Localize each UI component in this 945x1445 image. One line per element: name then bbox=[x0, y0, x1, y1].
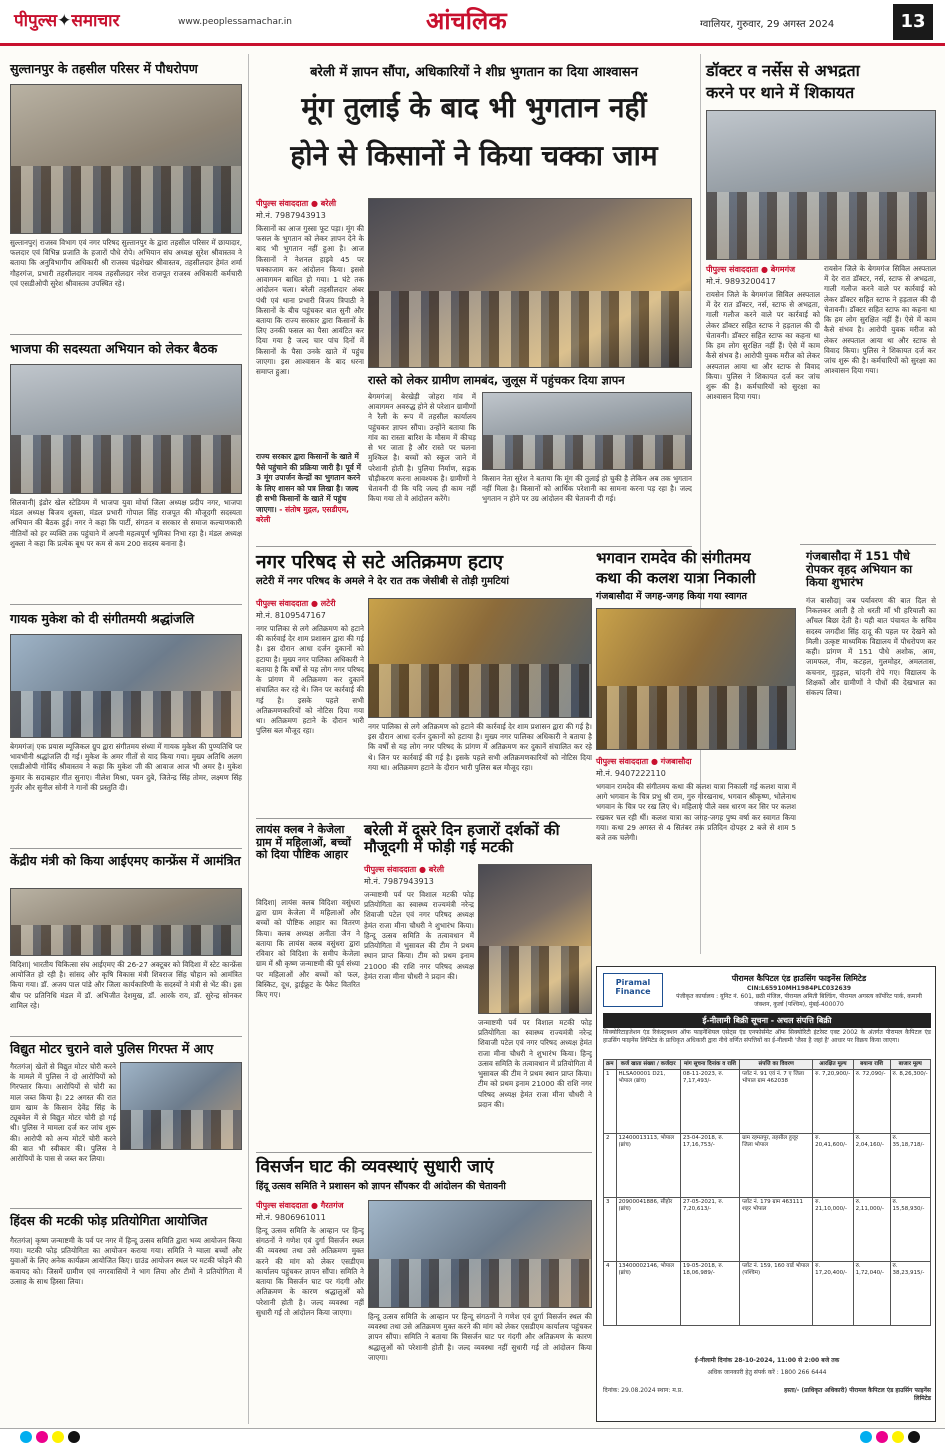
story-heading-2: कथा की कलश यात्रा निकाली bbox=[596, 569, 756, 587]
registration-mark-icon bbox=[876, 1431, 888, 1443]
section-title: आंचलिक bbox=[426, 7, 507, 35]
page-number: 13 bbox=[893, 4, 933, 40]
lead-kicker: बरेली में ज्ञापन सौंपा, अधिकारियों ने शीघ्र भुगतान का दिया आश्वासन bbox=[310, 65, 638, 80]
story-photo bbox=[120, 1062, 242, 1150]
story-body: नगर पालिका से लगे अतिक्रमण को हटाने की कार्रवाई देर शाम प्रशासन द्वारा की गई है। इस दौरान आधा दर्जन दुकानों को हटाया है। मुख्य नगर पालिका अधिकारी ने बताया है कि वर्षों से यह लोग नगर परिषद के प्रांगण में अतिक्रमण कर दुकानें संचालित कर रहे थे। जिन पर कार्रवाई की गई है। इसके पहले सभी अतिक्रमणकारियों को नोटिस दिया गया था। अतिक्रमण हटाने के दौरान भारी पुलिस बल मौजूद रहा। bbox=[256, 624, 364, 736]
table-cell: 2 bbox=[604, 1134, 617, 1198]
story-byline: पीपुल्स संवाददाता ● बेगमगंज bbox=[706, 265, 796, 274]
story-mobile: मो.नं. 9893200417 bbox=[706, 277, 776, 286]
table-cell: प्लॉट नं. 91 एवं नं. 7 ए जिला भोपाल ग्राम 462038 bbox=[740, 1070, 813, 1134]
story-photo bbox=[478, 864, 592, 1014]
table-cell: रु. 8,26,300/- bbox=[890, 1070, 930, 1134]
story-body-cont: नगर पालिका से लगे अतिक्रमण को हटाने की कार्रवाई देर शाम प्रशासन द्वारा की गई है। इस दौरान आधा दर्जन दुकानों को हटाया है। मुख्य नगर पालिका अधिकारी ने बताया है कि वर्षों से यह लोग नगर परिषद के प्रांगण में अतिक्रमण कर दुकानें संचालित कर रहे थे। जिन पर कार्रवाई की गई है। इसके पहले सभी अतिक्रमणकारियों को नोटिस दिया गया था। अतिक्रमण हटाने के दौरान भारी पुलिस बल मौजूद रहा। bbox=[368, 722, 592, 772]
ad-brand: Piramal Finance bbox=[615, 978, 651, 996]
story-subheading: गंजबासौदा में जगह-जगह किया गया स्वागत bbox=[596, 591, 747, 602]
story-photo bbox=[706, 110, 936, 260]
table-cell: 3 bbox=[604, 1198, 617, 1262]
story-photo bbox=[10, 84, 242, 234]
auction-notice-ad bbox=[596, 966, 936, 1422]
story-body-cont: किसान नेता सुरेश ने बताया कि मूंग की तुलाई हो चुकी है लेकिन अब तक भुगतान नहीं मिला है। किसानों को आर्थिक परेशानी का सामना करना पड़ रहा है। जल्द भुगतान न होने पर उग्र आंदोलन की चेतावनी दी गई। bbox=[482, 474, 692, 504]
col-header: बाजार मूल्य bbox=[890, 1060, 930, 1070]
story-body: विदिशा| लायंस क्लब विदिशा वसुंधरा द्वारा ग्राम केजेला में महिलाओं और बच्चों को पौष्टिक आहार का वितरण किया। क्लब अध्यक्ष अनीता जैन ने बताया कि लायंस क्लब वसुंधरा द्वारा रविवार को विदिशा के समीप केजेला ग्राम में श्री कृष्ण जन्माष्टमी की पूर्व संध्या पर महिलाओं और बच्चों को फल, बिस्किट, दूध, ड्राईफ्रूट के पैकेट वितरित किए गए। bbox=[256, 898, 360, 999]
table-cell: रु. 17,20,400/- bbox=[813, 1262, 853, 1326]
logo-left: पीपुल्स bbox=[14, 11, 58, 31]
logo-right: समाचार bbox=[71, 11, 120, 31]
ad-intro: सिक्योरिटाइजेशन एंड रिकंस्ट्रक्शन ऑफ फाइनेंशियल एसेट्स एंड एनफोर्समेंट ऑफ सिक्योरिटी इंटरेस्ट एक्ट 2002 के अंतर्गत पीरामल कैपिटल एंड हाउसिंग फाइनेंस लिमिटेड के प्राधिकृत अधिकारी द्वारा नीचे वर्णित संपत्तियों का ई-नीलामी 'जैसा है जहां है' आधार पर विक्रय किया जाएगा। bbox=[603, 1029, 931, 1045]
story-byline: पीपुल्स संवाददाता ● बरेली bbox=[364, 865, 445, 874]
lead-byline: पीपुल्स संवाददाता ● बरेली bbox=[256, 199, 337, 208]
lead-headline-2: होने से किसानों ने किया चक्का जाम bbox=[290, 139, 658, 172]
table-cell: 12400013113, भोपाल (ब्रांच) bbox=[616, 1134, 680, 1198]
divider bbox=[256, 1152, 592, 1153]
table-cell: रु. 15,58,930/- bbox=[890, 1198, 930, 1262]
story-mobile: मो.नं. 8109547167 bbox=[256, 611, 326, 620]
story-body: सिलवानी| इंडोर खेल स्टेडियम में भाजपा युवा मोर्चा जिला अध्यक्ष प्रदीप नगर, भाजपा मंडल अध्यक्ष बिजय शुक्ला, मंडल प्रभारी गोपाल सिंह राजपूत की मौजूदगी सदस्यता अभियान की बैठक हुई। नगर ने कहा कि पार्टी, संगठन व सरकार से समाज कल्याणकारी नीतियों को हर व्यक्ति तक पहुंचाने में अपनी महत्वपूर्ण भूमिका निभा रहा है। मंडल अध्यक्ष शुक्ला ने कहा कि प्रत्येक बूथ पर कम से कम 200 सदस्य बनाना है। bbox=[10, 498, 242, 548]
ad-table-wrap bbox=[603, 1059, 931, 1326]
story-mobile: मो.नं. 9407222110 bbox=[596, 769, 666, 778]
table-row bbox=[604, 1134, 931, 1198]
story-body: गैरतगंज| कृष्ण जन्माष्टमी के पर्व पर नगर में हिन्दू उत्सव समिति द्वारा भव्य आयोजन किया गया। मटकी फोड़ प्रतियोगिता का आयोजन कराया गया। समिति ने ग्वाला बच्चों और युवाओं के लिए अनेक कार्यक्रम आयोजित किए। ग्राउंड आयोजन स्थल पर मटकी फोड़ने की कवायद को। जिसमें ग्रामीण एवं नगरवासियों ने भाग लिया और टीमों ने प्रतियोगिता में उत्साह के साथ हिस्सा लिया। bbox=[10, 1236, 242, 1286]
registration-mark-icon bbox=[908, 1431, 920, 1443]
story-body-cont: रायसेन जिले के बेगमगंज सिविल अस्पताल में देर रात डॉक्टर, नर्स, स्टाफ से अभद्रता, गाली गलौज करने वाले पर कार्रवाई को लेकर डॉक्टर सहित स्टाफ ने हड़ताल की दी चेतावनी। डॉक्टर सहित स्टाफ का कहना था कि हम लोग सुरक्षित नहीं हैं। ऐसे में काम कैसे संभव है। आरोपी युवक मरीज को लेकर अस्पताल आया था और स्टाफ से विवाद किया। पुलिस ने शिकायत दर्ज कर जांच शुरू की है। कर्मचारियों को सुरक्षा का आश्वासन दिया गया। bbox=[824, 264, 936, 376]
story-body: विदिशा| भारतीय चिकित्सा संघ आईएमए की 26-27 अक्टूबर को विदिशा में स्टेट कान्फ्रेंस आयोजित हो रही है। सांसद और कृषि विकास मंत्री शिवराज सिंह चौहान को आमंत्रित किया गया। डॉ. अजय पाल पांडे और जिला कार्यकारिणी के सदस्यों ने मंत्री से भेंट की। इस बीच पर प्रतिनिधि मंडल में डॉ. अभिजीत देशमुख, डॉ. आरके राय, डॉ. सुरेन्द्र सोनकर शामिल रहे। bbox=[10, 960, 242, 1010]
story-heading: लायंस क्लब ने केजेला ग्राम में महिलाओं, बच्चों को दिया पौष्टिक आहार bbox=[256, 823, 351, 862]
ad-office: पंजीकृत कार्यालय : यूनिट नं. 601, छठी मंजिल, पीरामल अमिती बिल्डिंग, पीरामल अगस्त्य कॉर्पोरेट पार्क, कमानी जंक्शन, कुर्ला (पश्चिम), मुंबई-400070 bbox=[676, 993, 922, 1009]
table-cell: 4 bbox=[604, 1262, 617, 1326]
ad-place-date: दिनांक: 29.08.2024 स्थान: म.प्र. bbox=[603, 1387, 684, 1394]
table-cell: 08-11-2023, रु. 7,17,493/- bbox=[680, 1070, 739, 1134]
story-photo bbox=[10, 634, 242, 738]
ad-signature: हस्ता/- (प्राधिकृत अधिकारी) पीरामल कैपिटल एंड हाउसिंग फाइनेंस लिमिटेड bbox=[784, 1387, 931, 1403]
story-heading: विसर्जन घाट की व्यवस्थाएं सुधारी जाएं bbox=[256, 1157, 494, 1177]
story-heading: गायक मुकेश को दी संगीतमयी श्रद्धांजलि bbox=[10, 611, 195, 626]
story-heading: विद्युत मोटर चुराने वाले पुलिस गिरफ्त में आए bbox=[10, 1041, 214, 1056]
logo-separator-icon: ✦ bbox=[57, 11, 72, 31]
ad-cin: CIN:L65910MH1984PLC032639 bbox=[746, 985, 852, 992]
lead-headline-1: मूंग तुलाई के बाद भी भुगतान नहीं bbox=[301, 91, 647, 124]
table-row bbox=[604, 1262, 931, 1326]
divider bbox=[10, 1208, 242, 1209]
table-cell: 1 bbox=[604, 1070, 617, 1134]
registration-mark-icon bbox=[36, 1431, 48, 1443]
table-cell: रु. 21,10,000/- bbox=[813, 1198, 853, 1262]
story-body: बेगमगंज| बेरखेड़ी जोहरा गांव में आवागमन अवरुद्ध होने से परेशान ग्रामीणों ने रैली के रूप में तहसील कार्यालय पहुंचकर ज्ञापन सौंपा। उन्होंने बताया कि गांव का रास्ता बारिश के मौसम में कीचड़ से भर जाता है और रास्ते पर चलना मुश्किल है। बच्चों को स्कूल जाने में परेशानी होती है। पुलिया निर्माण, सड़क चौड़ीकरण करना आवश्यक है। ग्रामीणों ने चेतावनी दी कि यदि जल्द ही काम नहीं किया गया तो वे आंदोलन करेंगे। bbox=[368, 392, 476, 504]
divider bbox=[10, 1036, 242, 1037]
ad-notice: ई-नीलामी बिक्री सूचना - अचल संपत्ति बिक्री bbox=[603, 1013, 931, 1028]
story-body-cont: हिन्दू उत्सव समिति के आव्हान पर हिन्दू संगठनों ने गणेश एवं दुर्गा विसर्जन स्थल की व्यवस्था तथा उसे अतिक्रमण मुक्त करने की मांग को लेकर एसडीएम कार्यालय पहुंचकर ज्ञापन सौंपा। समिति ने बताया कि विसर्जन घाट पर गंदगी और अतिक्रमण के कारण श्रद्धालुओं को परेशानी होती है। जल्द व्यवस्था नहीं सुधारी गई तो आंदोलन किया जाएगा। bbox=[368, 1312, 592, 1362]
divider bbox=[256, 546, 692, 547]
story-body: बेगमगंज| एक प्रयास म्यूजिकल ग्रुप द्वारा संगीतमय संध्या में गायक मुकेश की पुण्यतिथि पर भावभीनी श्रद्धांजलि दी गई। मुकेश के अमर गीतों से याद किया गया। मुख्य अतिथि अलग एसडीओपी गोविंद श्रीवास्तव ने कहा कि मुकेश जी की आवाज आज भी अमर है। मुकेश कुमार के सदाबहार गीत सुनाए। नीलेश मिश्रा, पवन दुबे, जितेन्द्र सिंह तोमर, लक्ष्मण सिंह गुर्जर और सुनील सोनी ने गानों की प्रस्तुति दी। bbox=[10, 742, 242, 792]
story-byline: पीपुल्स संवाददाता ● गैरतगंज bbox=[256, 1201, 344, 1210]
story-photo bbox=[10, 888, 242, 956]
table-cell: प्लॉट नं. 179 ग्राम 463111 शहर भोपाल bbox=[740, 1198, 813, 1262]
dateline: ग्वालियर, गुरुवार, 29 अगस्त 2024 bbox=[700, 19, 835, 30]
col-header: आरक्षित मूल्य bbox=[813, 1060, 853, 1070]
divider bbox=[10, 334, 242, 335]
story-heading-1: भगवान रामदेव की संगीतमय bbox=[596, 549, 751, 567]
table-cell: 27-05-2021, रु. 7,20,613/- bbox=[680, 1198, 739, 1262]
table-cell: 20900041886, सीहोर (ब्रांच) bbox=[616, 1198, 680, 1262]
table-cell: रु. 35,18,718/- bbox=[890, 1134, 930, 1198]
table-cell: 13400002146, भोपाल (ब्रांच) bbox=[616, 1262, 680, 1326]
story-heading: नगर परिषद से सटे अतिक्रमण हटाए bbox=[256, 551, 503, 573]
divider bbox=[256, 818, 592, 819]
quote-author: - संतोष मुद्गल, एसडीएम, बरेली bbox=[256, 504, 349, 524]
lead-quote bbox=[256, 452, 364, 542]
story-body: हिन्दू उत्सव समिति के आव्हान पर हिन्दू संगठनों ने गणेश एवं दुर्गा विसर्जन स्थल की व्यवस्था तथा उसे अतिक्रमण मुक्त करने की मांग को लेकर एसडीएम कार्यालय पहुंचकर ज्ञापन सौंपा। समिति ने बताया कि विसर्जन घाट पर गंदगी और अतिक्रमण के कारण श्रद्धालुओं को परेशानी होती है। जल्द व्यवस्था नहीं सुधारी गई तो आंदोलन किया जाएगा। bbox=[256, 1226, 364, 1317]
table-row bbox=[604, 1070, 931, 1134]
registration-mark-icon bbox=[892, 1431, 904, 1443]
story-subheading: लटेरी में नगर परिषद के अमले ने देर रात तक जेसीबी से तोड़ी गुमटियां bbox=[256, 576, 509, 587]
story-subheading: हिंदू उत्सव समिति ने प्रशासन को ज्ञापन सौंपकर दी आंदोलन की चेतावनी bbox=[256, 1181, 506, 1192]
story-photo bbox=[482, 392, 692, 470]
story-body-cont: जन्माष्टमी पर्व पर विशाल मटकी फोड़ प्रतियोगिता का स्वास्थ्य राज्यमंत्री नरेन्द्र शिवाजी पटेल एवं नगर परिषद अध्यक्ष हेमंत राजा मीना चौधरी ने शुभारंभ किया। हिन्दू उत्सव समिति के तत्वावधान में प्रतियोगिता में भुसावल की टीम ने प्रथम स्थान प्राप्त किया। टीम को प्रथम इनाम 21000 की राशि नगर परिषद अध्यक्ष हेमंत राजा मीना चौधरी ने प्रदान की। bbox=[478, 1018, 592, 1109]
story-heading-2: करने पर थाने में शिकायत bbox=[706, 83, 855, 102]
col-header: क्रम bbox=[604, 1060, 617, 1070]
lead-body-1: किसानों का आज गुस्सा फूट पड़ा। मूंग की फसल के भुगतान को लेकर ज्ञापन देने के बाद भी भुगतान नहीं हुआ है। आज किसानों ने नेशनल हाइवे 45 पर चक्काजाम कर आंदोलन किया। इससे आवागमन बाधित हो गया। 1 घंटे तक आंदोलन चला। बरेली तहसीलदार अंबर पंथी एवं थाना प्रभारी विजय त्रिपाठी ने किसानों के बीच पहुंचकर बात सुनी और बताया कि राज्य सरकार द्वारा किसानों के लिए उनकी फसल का पैसा आवंटित कर दिया गया है जल्द चार पांच दिनों में किसानों के पैसा उनके खाते में पहुंच जाएगा। इस आश्वासन के बाद धरना समाप्त हुआ। bbox=[256, 224, 364, 377]
story-byline: पीपुल्स संवाददाता ● लटेरी bbox=[256, 599, 336, 608]
story-body: गंज बासौदा| जब पर्यावरण की बात दिल से निकलकर आती है तो धरती माँ भी हरियाली का आँचल बिछा देती है। यही बात पंचायत के सचिव सदस्य जगदीश सिंह दादू की पहल पर देखने को मिली। उत्कृष्ट माध्यमिक विद्यालय में पौधरोपण कर कही। प्रांगण में 151 पौधे अशोक, आम, जामफल, नीम, कटहल, गुलमोहर, अमलतास, कचनार, गुड़हल, चांदनी रोपे गए। विद्यालय के शिक्षकों और ग्रामीणों ने पौधों की देखभाल का संकल्प लिया। bbox=[806, 596, 936, 697]
col-header: संपत्ति का विवरण bbox=[740, 1060, 813, 1070]
piramal-logo[interactable] bbox=[603, 973, 663, 1007]
table-cell: रु. 1,72,040/- bbox=[853, 1262, 890, 1326]
story-heading: सुल्तानपुर के तहसील परिसर में पौधरोपण bbox=[10, 61, 198, 76]
newspaper-logo[interactable] bbox=[14, 8, 120, 31]
table-row bbox=[604, 1198, 931, 1262]
divider bbox=[800, 544, 936, 545]
story-byline: पीपुल्स संवाददाता ● गंजबासौदा bbox=[596, 757, 692, 766]
col-header: मांग सूचना दिनांक व राशि bbox=[680, 1060, 739, 1070]
table-header-row bbox=[604, 1060, 931, 1070]
story-heading: गंजबासौदा में 151 पौधे रोपकर वृहद अभियान का किया शुभारंभ bbox=[806, 549, 913, 590]
column-rule bbox=[248, 54, 249, 1424]
col-header: बयाना राशि bbox=[853, 1060, 890, 1070]
table-cell: रु. 2,11,000/- bbox=[853, 1198, 890, 1262]
story-body: रायसेन जिले के बेगमगंज सिविल अस्पताल में देर रात डॉक्टर, नर्स, स्टाफ से अभद्रता, गाली गलौज करने वाले पर कार्रवाई को लेकर डॉक्टर सहित स्टाफ ने हड़ताल की दी चेतावनी। डॉक्टर सहित स्टाफ का कहना था कि हम लोग सुरक्षित नहीं हैं। ऐसे में काम कैसे संभव है। आरोपी युवक मरीज को लेकर अस्पताल आया था और स्टाफ से विवाद किया। पुलिस ने शिकायत दर्ज कर जांच शुरू की है। कर्मचारियों को सुरक्षा का आश्वासन दिया गया। bbox=[706, 290, 820, 402]
ad-company: पीरामल कैपिटल एंड हाउसिंग फाइनेंस लिमिटेड bbox=[731, 974, 867, 983]
registration-mark-icon bbox=[860, 1431, 872, 1443]
auction-table bbox=[603, 1059, 931, 1326]
table-cell: रु. 72,090/- bbox=[853, 1070, 890, 1134]
story-photo bbox=[10, 364, 242, 494]
ad-auction-date: ई-नीलामी दिनांक 28-10-2024, 11:00 से 2:00 बजे तक bbox=[694, 1357, 840, 1364]
table-cell: रु. 7,20,900/- bbox=[813, 1070, 853, 1134]
lead-mobile: मो.नं. 7987943913 bbox=[256, 211, 326, 220]
story-heading: भाजपा की सदस्यता अभियान को लेकर बैठक bbox=[10, 341, 218, 356]
story-mobile: मो.नं. 7987943913 bbox=[364, 877, 434, 886]
divider bbox=[10, 604, 242, 605]
story-mobile: मो.नं. 9806961011 bbox=[256, 1213, 326, 1222]
table-cell: HLSA00001 D21, भोपाल (ब्रांच) bbox=[616, 1070, 680, 1134]
story-heading: हिंदस की मटकी फोड़ प्रतियोगिता आयोजित bbox=[10, 1213, 208, 1228]
story-photo bbox=[368, 598, 592, 718]
table-cell: 23-04-2018, रु. 17,16,753/- bbox=[680, 1134, 739, 1198]
table-cell: रु. 2,04,160/- bbox=[853, 1134, 890, 1198]
story-photo bbox=[368, 1200, 592, 1308]
story-body: सुल्तानपुर| राजस्व विभाग एवं नगर परिषद सुल्तानपुर के द्वारा तहसील परिसर में छायादार, फलदार एवं विभिन्न प्रजाति के हजारों पौधे रोपे। अभियान संघ अध्यक्ष सुरेश श्रीवास्तव ने बताया कि अनुविभागीय अधिकारी श्री राजस्व चंद्रशेखर श्रीवास्तव, तहसीलदार हेमंत शर्मा गौहरगंज, प्रभारी तहसीलदार नायब तहसीलदार नरेश राजपूत राजस्व अधिकारी कर्मचारी एवं एसडीओपी सुरेश श्रीवास्तव उपस्थित रहे। bbox=[10, 238, 242, 288]
story-body: भगवान रामदेव की संगीतमय कथा की कलश यात्रा निकाली गई कलश यात्रा में आगे भगवान के चित्र प्रभु श्री राम, गुरु गोरखनाथ, भगवान श्रीकृष्ण, भोलेनाथ भगवान के चित्र पर रख लिए थे। महिलाएं पीले वस्त्र धारण कर सिर पर कलश रखकर चल रही थीं। कलश यात्रा का जगह-जगह पुष्प वर्षा कर स्वागत किया गया। कथा 29 अगस्त से 4 सितंबर तक प्रतिदिन दोपहर 2 बजे से शाम 5 बजे तक चलेगी। bbox=[596, 782, 796, 843]
story-heading: बरेली में दूसरे दिन हजारों दर्शकों की मौजूदगी में फोड़ी गई मटकी bbox=[364, 821, 560, 857]
table-cell: रु. 20,41,600/- bbox=[813, 1134, 853, 1198]
site-url[interactable]: www.peoplessamachar.in bbox=[178, 17, 292, 27]
table-cell: रु. 38,23,915/- bbox=[890, 1262, 930, 1326]
table-cell: 19-05-2018, रु. 18,06,989/- bbox=[680, 1262, 739, 1326]
masthead bbox=[0, 0, 945, 46]
story-heading-1: डॉक्टर व नर्सेस से अभद्रता bbox=[706, 61, 860, 80]
divider bbox=[10, 848, 242, 849]
lead-photo bbox=[368, 198, 692, 368]
story-photo bbox=[596, 608, 796, 750]
story-heading: रास्ते को लेकर ग्रामीण लामबंद, जुलूस में पहुंचकर दिया ज्ञापन bbox=[368, 373, 625, 387]
page-footer bbox=[0, 1428, 945, 1445]
table-cell: ग्राम रहमतपुर, तहसील हुजूर जिला भोपाल bbox=[740, 1134, 813, 1198]
registration-mark-icon bbox=[20, 1431, 32, 1443]
col-header: कर्ज खाता संख्या / कर्जदार bbox=[616, 1060, 680, 1070]
registration-mark-icon bbox=[68, 1431, 80, 1443]
story-body: जन्माष्टमी पर्व पर विशाल मटकी फोड़ प्रतियोगिता का स्वास्थ्य राज्यमंत्री नरेन्द्र शिवाजी पटेल एवं नगर परिषद अध्यक्ष हेमंत राजा मीना चौधरी ने शुभारंभ किया। हिन्दू उत्सव समिति के तत्वावधान में प्रतियोगिता में भुसावल की टीम ने प्रथम स्थान प्राप्त किया। टीम को प्रथम इनाम 21000 की राशि नगर परिषद अध्यक्ष हेमंत राजा मीना चौधरी ने प्रदान की। bbox=[364, 890, 474, 981]
ad-contact: अधिक जानकारी हेतु संपर्क करें : 1800 266 6444 bbox=[707, 1369, 827, 1376]
quote-text: राज्य सरकार द्वारा किसानों के खाते में पैसे पहुंचाने की प्रक्रिया जारी है। पूर्व में 3 मूंग उपार्जन केन्द्रों का भुगतान करने के लिए शासन को पत्र लिखा है। जल्द ही सभी किसानों के खाते में पहुंच जाएगा। bbox=[256, 452, 361, 514]
story-body: गैरतगंज| खेतों से विद्युत मोटर चोरी करने के मामले में पुलिस ने दो आरोपियों को गिरफ्तार किया। आरोपियों से चोरी का माल जब्त किया है। 22 अगस्त की रात ग्राम खाम के किसान देवेंद्र सिंह के ट्यूबवेल में से विद्युत मोटर चोरी हो गई थी। पुलिस ने मामला दर्ज कर जांच शुरू की। आरोपी को अन्य मोटरें चोरी करने की बात भी स्वीकार की। पुलिस ने आरोपियों के पास से जब्त कर लिया। bbox=[10, 1062, 116, 1163]
story-heading: केंद्रीय मंत्री को किया आईएमए कान्फ्रेंस में आमंत्रित bbox=[10, 853, 241, 868]
registration-mark-icon bbox=[52, 1431, 64, 1443]
table-cell: प्लॉट नं. 159, 160 वार्ड भोपाल (पश्चिम) bbox=[740, 1262, 813, 1326]
